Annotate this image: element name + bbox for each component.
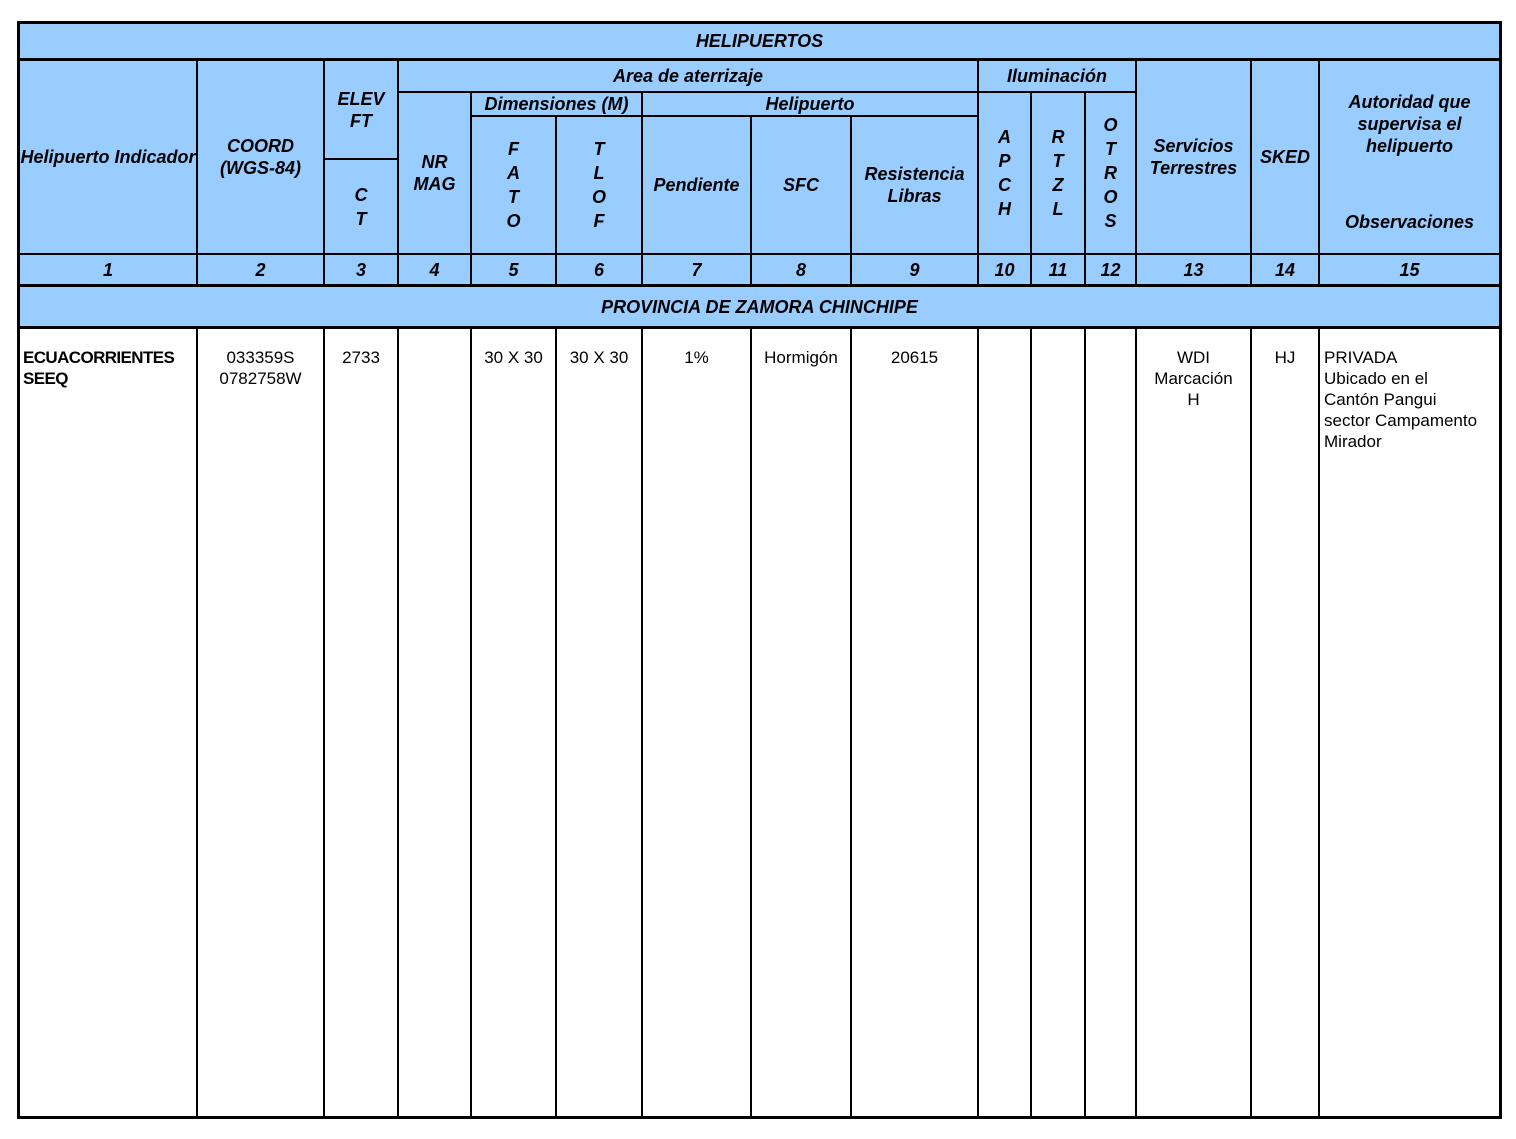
cell-fato: 30 X 30 (472, 329, 557, 1116)
cell-nr-mag (399, 329, 472, 1116)
header-helipuerto-indicador: Helipuerto Indicador (20, 61, 198, 255)
section-title: PROVINCIA DE ZAMORA CHINCHIPE (20, 287, 1499, 329)
header-fato: F A T O (472, 117, 557, 255)
cell-tlof: 30 X 30 (557, 329, 643, 1116)
header-rtzl: R T Z L (1032, 93, 1086, 255)
col-number: 15 (1320, 255, 1499, 287)
col-number: 7 (643, 255, 752, 287)
header-apch: A P C H (979, 93, 1032, 255)
header-ct: C T (325, 160, 399, 255)
cell-resistencia: 20615 (852, 329, 979, 1116)
cell-sfc: Hormigón (752, 329, 852, 1116)
header-coord: COORD (WGS-84) (198, 61, 325, 255)
header-otros: O T R O S (1086, 93, 1137, 255)
col-number: 5 (472, 255, 557, 287)
col-number: 2 (198, 255, 325, 287)
col-number: 4 (399, 255, 472, 287)
header-nr-mag: NR MAG (399, 93, 472, 255)
header-resistencia: Resistencia Libras (852, 117, 979, 255)
cell-servicios: WDI Marcación H (1137, 329, 1252, 1116)
header-elev: ELEV FT (325, 61, 399, 160)
cell-apch (979, 329, 1032, 1116)
col-number: 13 (1137, 255, 1252, 287)
helipuertos-table (17, 21, 1502, 1119)
col-number: 12 (1086, 255, 1137, 287)
col-number: 8 (752, 255, 852, 287)
col-number: 1 (20, 255, 198, 287)
table-title: HELIPUERTOS (20, 24, 1499, 61)
header-servicios: Servicios Terrestres (1137, 61, 1252, 255)
cell-elev: 2733 (325, 329, 399, 1116)
header-pendiente: Pendiente (643, 117, 752, 255)
cell-rtzl (1032, 329, 1086, 1116)
cell-indicador: ECUACORRIENTES SEEQ (20, 329, 198, 1116)
col-number: 6 (557, 255, 643, 287)
col-number: 3 (325, 255, 399, 287)
header-tlof: T L O F (557, 117, 643, 255)
col-number: 10 (979, 255, 1032, 287)
header-iluminacion: Iluminación (979, 61, 1137, 93)
header-dimensiones: Dimensiones (M) (472, 93, 643, 117)
cell-observaciones: PRIVADA Ubicado en el Cantón Pangui sector Campamento Mirador (1320, 329, 1499, 1116)
header-sfc: SFC (752, 117, 852, 255)
header-autoridad: Autoridad que supervisa el helipuerto Observaciones (1320, 61, 1499, 255)
cell-otros (1086, 329, 1137, 1116)
header-sked: SKED (1252, 61, 1320, 255)
col-number: 14 (1252, 255, 1320, 287)
header-area-aterrizaje: Area de aterrizaje (399, 61, 979, 93)
col-number: 9 (852, 255, 979, 287)
cell-pendiente: 1% (643, 329, 752, 1116)
cell-coord: 033359S 0782758W (198, 329, 325, 1116)
header-helipuerto-group: Helipuerto (643, 93, 979, 117)
col-number: 11 (1032, 255, 1086, 287)
cell-sked: HJ (1252, 329, 1320, 1116)
